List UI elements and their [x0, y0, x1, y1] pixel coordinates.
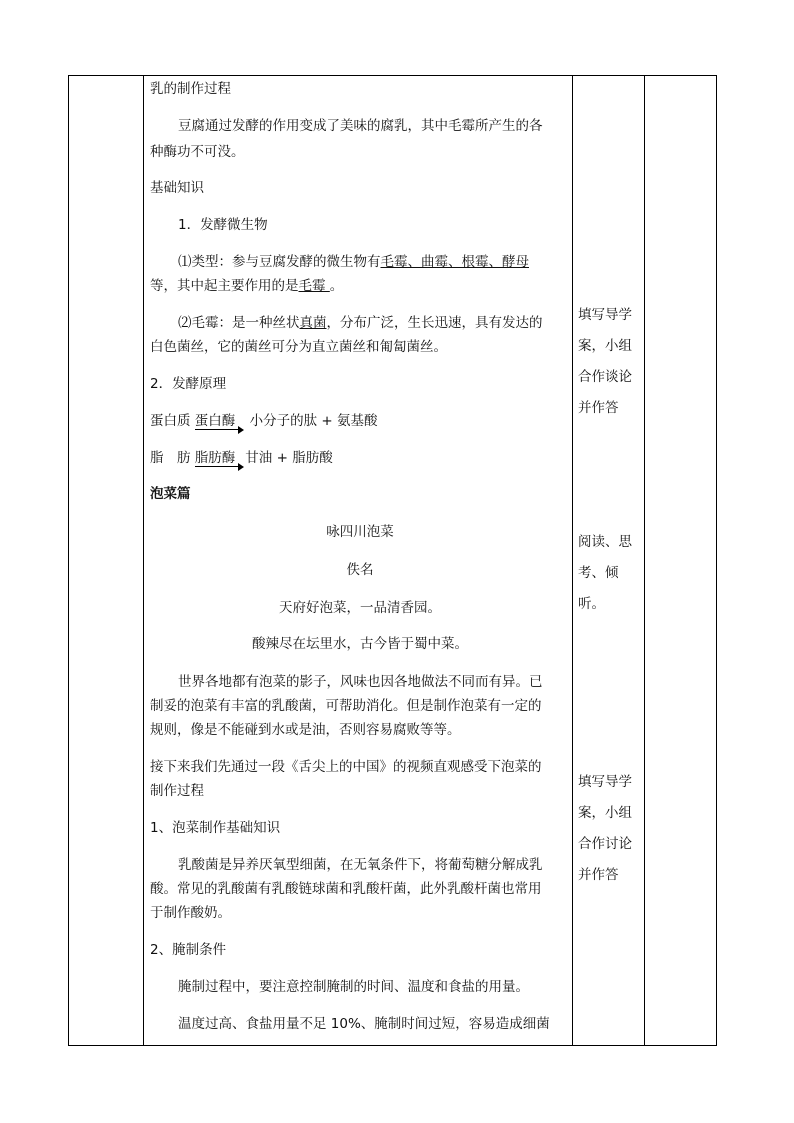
- column-divider-1: [143, 75, 144, 1046]
- type-line-2: [150, 277, 343, 295]
- mucor-text-a: ⑵毛霉：是一种丝状: [178, 315, 300, 331]
- lipase-label: 脂肪酶: [195, 450, 242, 467]
- arrow-head-icon: [238, 463, 244, 471]
- protease-arrow: [195, 412, 242, 430]
- subsection-heading: 2．发酵原理: [150, 376, 227, 392]
- activity-note-2: 阅读、思 考、倾 听。: [578, 534, 632, 612]
- paragraph-line: 乳酸菌是异养厌氧型细菌，在无氧条件下，将葡萄糖分解成乳: [178, 857, 543, 873]
- poem-author: 佚名: [346, 562, 374, 578]
- paragraph-line: 制妥的泡菜有丰富的乳酸菌，可帮助消化。但是制作泡菜有一定的: [150, 698, 542, 714]
- pickle-section-heading: 泡菜篇: [150, 486, 191, 502]
- main-microbe: 毛霉: [298, 278, 326, 294]
- protein-equation: [150, 412, 378, 430]
- arrow-head-icon: [238, 426, 244, 434]
- paragraph-line: 温度过高、食盐用量不足 10%、腌制时间过短，容易造成细菌: [178, 1016, 550, 1032]
- subsection-heading: 1．发酵微生物: [178, 217, 268, 233]
- table-border-right: [716, 75, 717, 1046]
- column-divider-2: [572, 75, 573, 1046]
- fat: 脂 肪: [150, 450, 191, 466]
- paragraph-line: 世界各地都有泡菜的影子，风味也因各地做法不同而有异。已: [178, 674, 543, 690]
- type-line: [178, 253, 529, 271]
- protein: 蛋白质: [150, 413, 191, 429]
- paragraph-line: 制作过程: [150, 783, 204, 799]
- lesson-table: [68, 75, 717, 1046]
- subsection-heading: 2、腌制条件: [150, 942, 227, 958]
- subsection-heading: 1、泡菜制作基础知识: [150, 820, 281, 836]
- paragraph-line: 腌制过程中，要注意控制腌制的时间、温度和食盐的用量。: [178, 979, 529, 995]
- poem-title: 咏四川泡菜: [326, 524, 394, 540]
- microbe-list: 毛霉、曲霉、根霉、酵母: [380, 254, 529, 270]
- section-heading: 基础知识: [150, 180, 204, 196]
- activity-note-3: 填写导学 案，小组 合作讨论 并作答: [578, 774, 632, 883]
- mucor-line-2: 白色菌丝，它的菌丝可分为直立菌丝和匍匐菌丝。: [150, 339, 447, 355]
- mucor-text-c: ，分布广泛，生长迅速，具有发达的: [326, 315, 543, 331]
- paragraph-line: 豆腐通过发酵的作用变成了美味的腐乳，其中毛霉所产生的各: [178, 118, 543, 134]
- table-border-top: [68, 75, 717, 76]
- table-border-bottom: [68, 1045, 717, 1046]
- fat-products: 甘油 + 脂肪酸: [245, 450, 333, 466]
- fat-equation: [150, 449, 333, 467]
- paragraph-line: 种酶功不可没。: [150, 144, 245, 160]
- lipase-arrow: [195, 449, 242, 467]
- heading-line: 乳的制作过程: [150, 81, 231, 97]
- mucor-line: [178, 314, 543, 332]
- activity-note-1: 填写导学 案，小组 合作谈论 并作答: [578, 307, 632, 416]
- paragraph-line: 于制作酸奶。: [150, 905, 231, 921]
- type-line2-prefix: 等，其中起主要作用的是: [150, 278, 299, 294]
- type-prefix: ⑴类型：参与豆腐发酵的微生物有: [178, 254, 381, 270]
- poem-line: 天府好泡菜，一品清香园。: [279, 600, 441, 616]
- paragraph-line: 接下来我们先通过一段《舌尖上的中国》的视频直观感受下泡菜的: [150, 759, 542, 775]
- type-end: 。: [329, 278, 344, 294]
- mucor-fungus: 真菌: [299, 315, 327, 331]
- paragraph-line: 酸。常见的乳酸菌有乳酸链球菌和乳酸杆菌，此外乳酸杆菌也常用: [150, 881, 542, 897]
- protease-label: 蛋白酶: [195, 413, 242, 430]
- protein-products: 小分子的肽 + 氨基酸: [249, 413, 378, 429]
- table-border-left: [68, 75, 69, 1046]
- poem-line: 酸辣尽在坛里水，古今皆于蜀中菜。: [252, 636, 468, 652]
- paragraph-line: 规则，像是不能碰到水或是油，否则容易腐败等等。: [150, 722, 461, 738]
